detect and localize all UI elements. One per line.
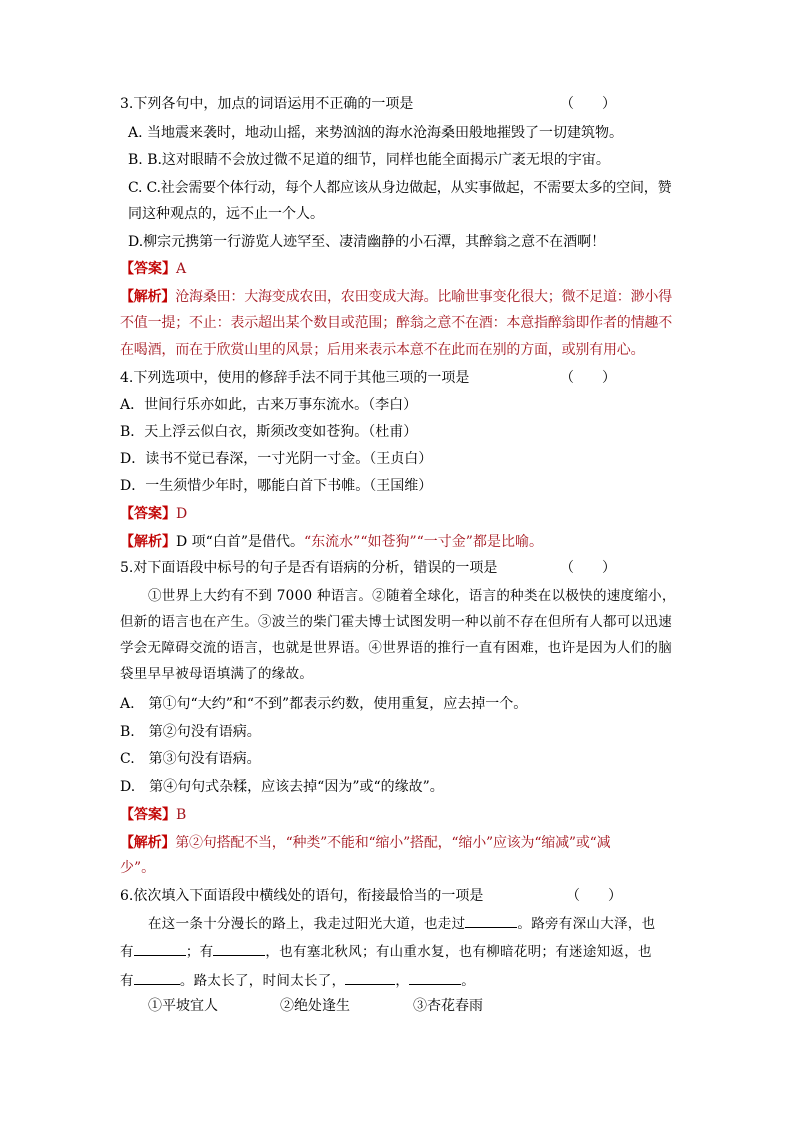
analysis-text-red: “东流水”“如苍狗”“一寸金”都是比喻。	[304, 534, 543, 550]
q6-passage-line1	[148, 913, 655, 934]
q4-option-c: D．读书不觉已春深，一寸光阴一寸金。（王贞白）	[120, 451, 433, 467]
analysis-label: 【解析】	[120, 835, 176, 851]
q3-answer	[120, 259, 186, 279]
q4-analysis	[120, 532, 543, 552]
answer-value: D	[176, 506, 188, 522]
answer-value: A	[176, 261, 187, 277]
q5-option-c: C. 第③句没有语病。	[120, 751, 261, 767]
analysis-label: 【解析】	[120, 289, 176, 305]
answer-label: 【答案】	[120, 506, 176, 522]
passage-text: 。	[461, 973, 476, 989]
passage-text: 有	[120, 944, 134, 960]
passage-text: 在这一条十分漫长的路上，我走过阳光大道，也走过	[148, 916, 466, 932]
fill-blank-2[interactable]	[134, 941, 186, 956]
fill-blank-6[interactable]	[409, 970, 461, 985]
answer-value: B	[176, 807, 187, 823]
q4-option-d: D．一生须惜少年时，哪能白首下书帷。（王国维）	[120, 478, 433, 494]
q5-option-a: A. 第①句“大约”和“不到”都表示约数，使用重复，应去掉一个。	[120, 696, 528, 712]
q4-answer	[120, 504, 187, 524]
q3-analysis-line3: 在喝酒，而在于欣赏山里的风景；后用来表示本意不在此而在别的方面，或别有用心。	[120, 342, 645, 358]
q5-answer-paren: （ ）	[560, 560, 616, 576]
q6-passage-line3	[120, 970, 475, 991]
analysis-text-plain: D 项“白首”是借代。	[176, 534, 304, 550]
q5-analysis-line2: 少”。	[120, 860, 156, 876]
q3-option-c-line1: C. C.社会需要个体行动，每个人都应该从身边做起，从实事做起，不需要太多的空间，赞	[128, 180, 672, 196]
passage-text: ，也有塞北秋风；有山重水复，也有柳暗花明；有迷途知返，也	[265, 944, 652, 960]
q5-stem: 5.对下面语段中标号的句子是否有语病的分析，错误的一项是	[120, 560, 498, 576]
q5-passage-line1: ①世界上大约有不到 7000 种语言。②随着全球化，语言的种类在以极快的速度缩小，	[148, 588, 676, 604]
q4-answer-paren: （ ）	[560, 370, 616, 386]
q3-analysis-line1	[120, 287, 672, 307]
fill-blank-3[interactable]	[213, 941, 265, 956]
q6-choice-2: ②绝处逢生	[280, 998, 350, 1014]
analysis-text: 第②句搭配不当，“种类”不能和“缩小”搭配，“缩小”应该为“缩减”或“减	[175, 835, 611, 851]
q3-analysis-line2: 不值一提；不止：表示超出某个数目或范围；醉翁之意不在酒：本意指醉翁即作者的情趣不	[120, 315, 672, 331]
q6-stem: 6.依次填入下面语段中横线处的语句，衔接最恰当的一项是	[120, 888, 484, 904]
passage-text: 。路旁有深山大泽，也	[517, 916, 656, 932]
q3-option-d: D.柳宗元携第一行游览人迹罕至、凄清幽静的小石潭，其醉翁之意不在酒啊！	[128, 234, 606, 250]
q4-stem: 4.下列选项中，使用的修辞手法不同于其他三项的一项是	[120, 370, 470, 386]
q6-passage-line2	[120, 941, 652, 962]
passage-text: ；有	[185, 944, 214, 960]
passage-text: 有	[120, 973, 134, 989]
passage-text: 。路太长了，时间太长了，	[179, 973, 346, 989]
q4-option-a: A．世间行乐亦如此，古来万事东流水。（李白）	[120, 397, 418, 413]
q5-passage-line2: 但新的语言也在产生。③波兰的柴门霍夫博士试图发明一种以前不存在但所有人都可以迅速	[120, 614, 672, 630]
q3-option-a: A. 当地震来袭时，地动山摇，来势汹汹的海水沧海桑田般地摧毁了一切建筑物。	[128, 125, 624, 141]
analysis-text: 沧海桑田：大海变成农田，农田变成大海。比喻世事变化很大；微不足道：渺小得	[175, 289, 673, 305]
q5-passage-line3: 学会无障碍交流的语言，也就是世界语。④世界语的推行一直有困难，也许是因为人们的脑	[120, 640, 672, 656]
q4-option-b: B．天上浮云似白衣，斯须改变如苍狗。（杜甫）	[120, 424, 418, 440]
passage-text: ，	[395, 973, 410, 989]
q6-answer-paren: （ ）	[566, 888, 622, 904]
q6-choice-3: ③杏花春雨	[413, 998, 483, 1014]
q6-choice-1: ①平坡宜人	[148, 998, 218, 1014]
q5-passage-line4: 袋里早早被母语填满了的缘故。	[120, 666, 314, 682]
q5-analysis-line1	[120, 833, 610, 853]
q3-stem: 3.下列各句中，加点的词语运用不正确的一项是	[120, 96, 414, 112]
q5-answer	[120, 805, 186, 825]
answer-label: 【答案】	[120, 807, 176, 823]
q5-option-b: B. 第②句没有语病。	[120, 724, 261, 740]
fill-blank-5[interactable]	[345, 970, 395, 985]
fill-blank-4[interactable]	[134, 970, 180, 985]
answer-label: 【答案】	[120, 261, 176, 277]
q3-option-b: B. B.这对眼睛不会放过微不足道的细节，同样也能全面揭示广袤无垠的宇宙。	[128, 152, 610, 168]
q3-option-c-line2: 同这种观点的，远不止一个人。	[128, 206, 324, 222]
analysis-label: 【解析】	[120, 534, 176, 550]
q3-answer-paren: （ ）	[560, 96, 616, 112]
fill-blank-1[interactable]	[465, 913, 517, 928]
q5-option-d: D. 第④句句式杂糅，应该去掉“因为”或“的缘故”。	[120, 779, 444, 795]
